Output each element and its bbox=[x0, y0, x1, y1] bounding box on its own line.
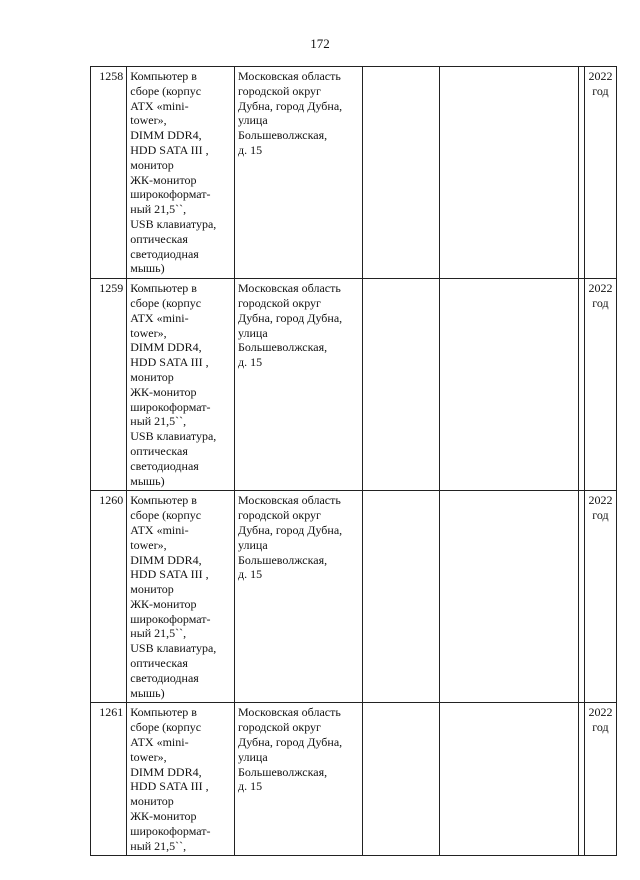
empty-cell bbox=[363, 491, 440, 703]
table-row bbox=[91, 491, 617, 703]
page-number: 172 bbox=[310, 36, 330, 51]
asset-name: Компьютер в сборе (корпус ATX «mini- tower», DIMM DDR4, HDD SATA III , монитор ЖК-монитор широкоформат- ный 21,5``, USB клавиатура, оптическая светодиодная мышь) bbox=[127, 491, 235, 703]
asset-year: 2022 год bbox=[584, 491, 616, 703]
table-row bbox=[91, 67, 617, 279]
empty-cell bbox=[439, 703, 578, 856]
empty-cell bbox=[363, 67, 440, 279]
asset-name: Компьютер в сборе (корпус ATX «mini- tower», DIMM DDR4, HDD SATA III , монитор ЖК-монитор широкоформат- ный 21,5``, USB клавиатура, оптическая светодиодная мышь) bbox=[127, 67, 235, 279]
asset-name: Компьютер в сборе (корпус ATX «mini- tower», DIMM DDR4, HDD SATA III , монитор ЖК-монитор широкоформат- ный 21,5``, bbox=[127, 703, 235, 856]
row-number: 1261 bbox=[91, 703, 127, 856]
table-row bbox=[91, 703, 617, 856]
row-number: 1259 bbox=[91, 279, 127, 491]
asset-address: Московская область городской округ Дубна, город Дубна, улица Большеволжская, д. 15 bbox=[235, 67, 363, 279]
asset-address: Московская область городской округ Дубна, город Дубна, улица Большеволжская, д. 15 bbox=[235, 703, 363, 856]
empty-cell bbox=[363, 279, 440, 491]
empty-cell bbox=[439, 491, 578, 703]
empty-cell bbox=[439, 279, 578, 491]
asset-name: Компьютер в сборе (корпус ATX «mini- tower», DIMM DDR4, HDD SATA III , монитор ЖК-монитор широкоформат- ный 21,5``, USB клавиатура, оптическая светодиодная мышь) bbox=[127, 279, 235, 491]
asset-year: 2022 год bbox=[584, 67, 616, 279]
asset-year: 2022 год bbox=[584, 703, 616, 856]
inventory-table bbox=[90, 66, 617, 856]
asset-address: Московская область городской округ Дубна, город Дубна, улица Большеволжская, д. 15 bbox=[235, 279, 363, 491]
empty-cell bbox=[363, 703, 440, 856]
asset-year: 2022 год bbox=[584, 279, 616, 491]
empty-cell bbox=[439, 67, 578, 279]
table-row bbox=[91, 279, 617, 491]
asset-address: Московская область городской округ Дубна, город Дубна, улица Большеволжская, д. 15 bbox=[235, 491, 363, 703]
row-number: 1258 bbox=[91, 67, 127, 279]
row-number: 1260 bbox=[91, 491, 127, 703]
